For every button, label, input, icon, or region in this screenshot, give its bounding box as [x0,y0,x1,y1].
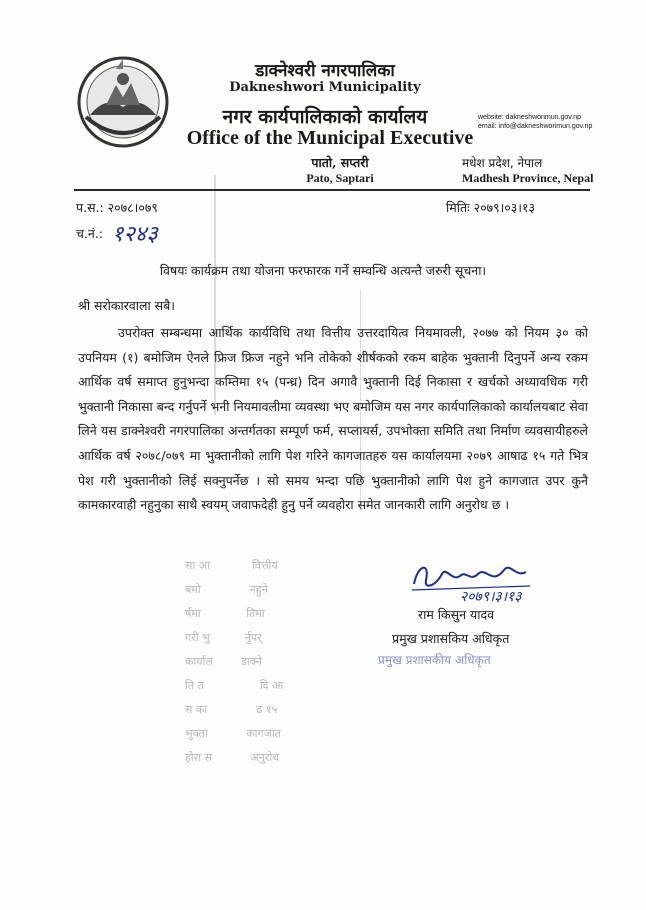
bleed-through-text: गरी भु र्नुपर् [185,631,262,644]
header-divider [74,189,590,191]
letter-date: मितिः २०७९।०३।१३ [446,200,536,215]
reference-number: प.स.: २०७८।०७९ [76,200,158,215]
address-en: Pato, Saptari [306,171,374,185]
official-stamp: प्रमुख प्रशासकीय अधिकृत [378,653,491,667]
province-np: मधेश प्रदेश, नेपाल [462,156,543,170]
email-text: email: info@dakneshworimun.gov.np [478,123,593,130]
contact-block [478,113,592,131]
bleed-through-text: बमो नहुने [185,583,268,596]
dispatch-number-label: च.नं.: [76,226,104,241]
letter-body: उपरोक्त सम्बन्धमा आर्थिक कार्यविधि तथा वित्तीय उत्तरदायित्व नियमावली, २०७७ को नियम ३० को उपनियम (१) बमोजिम ऐनले फ्रिज फ्रिज नहुने भनि तोकेको शीर्षकको रकम बाहेक भुक्तानी दिनुपर्ने अन्य रकम आर्थिक वर्ष समाप्त हुनुभन्दा कम्तिमा १५ (पन्ध्र) दिन अगावै भुक्तानी दिई निकासा र खर्चको अध्यावधिक गरी भुक्तानी निकासा बन्द गर्नुपर्ने भनी नियमावलीमा व्यवस्था भए बमोजिम यस नगर कार्यपालिकाको कार्यालयबाट सेवा लिने यस डाक्नेश्वरी नगरपालिका अन्तर्गतका सम्पूर्ण फर्म, सप्लायर्स, उपभोक्ता समिति तथा निर्माण व्यवसायीहरुले आर्थिक वर्ष २०७८/०७९ मा भुक्तानीको लागि पेश गरिने कागजातहरु यस कार्यालयमा २०७९ आषाढ १५ गते भित्र पेश गरी भुक्तानीको लिई सक्नुपर्नेछ । सो समय भन्दा पछि भुक्तानीको लागि पेश हुने कागजात उपर कुनै कामकारवाही नहुनुका साथै स्वयम् जवाफदेही हुनु पर्ने व्यवहोरा समेत जानकारी लागि अनुरोध छ । [78,325,588,513]
province-en: Madhesh Province, Nepal [462,171,594,185]
bleed-through-text: ति त दि आ [185,679,284,692]
bleed-through-text: स का ढ १५ [185,703,278,716]
bleed-through-text: कार्याल डाक्ने [185,655,262,668]
bleed-through-text: सा आ वित्तीय [185,559,278,572]
website-text: website: dakneshworimun.gov.np [478,114,581,121]
municipality-name-en: Dakneshwori Municipality [229,80,421,95]
bleed-through-text: र्षमा तिमा [185,607,265,620]
signature-date: २०७९।३।१३ [460,589,522,605]
bleed-through-text: होरा स अनुरोध [185,751,280,764]
address-np: पातो, सप्तरी [311,155,369,170]
office-name-en: Office of the Municipal Executive [186,127,474,149]
dispatch-number-handwritten: १२४३ [112,222,158,247]
municipality-name-np: डाक्नेश्वरी नगरपालिका [255,61,395,81]
signatory-name: राम किसुन यादव [418,607,495,622]
signatory-title: प्रमुख प्रशासकिय अधिकृत [392,631,510,646]
government-emblem-icon [76,55,170,149]
subject-line: विषयः कार्यक्रम तथा योजना फरफारक गर्ने सम्वन्धि अत्यन्तै जरुरी सूचना। [159,263,487,278]
salutation: श्री सरोकारवाला सबै। [78,298,176,313]
office-name-np: नगर कार्यपालिकाको कार्यालय [222,106,428,128]
bleed-through-text: भुक्ता कागजात [185,727,281,740]
